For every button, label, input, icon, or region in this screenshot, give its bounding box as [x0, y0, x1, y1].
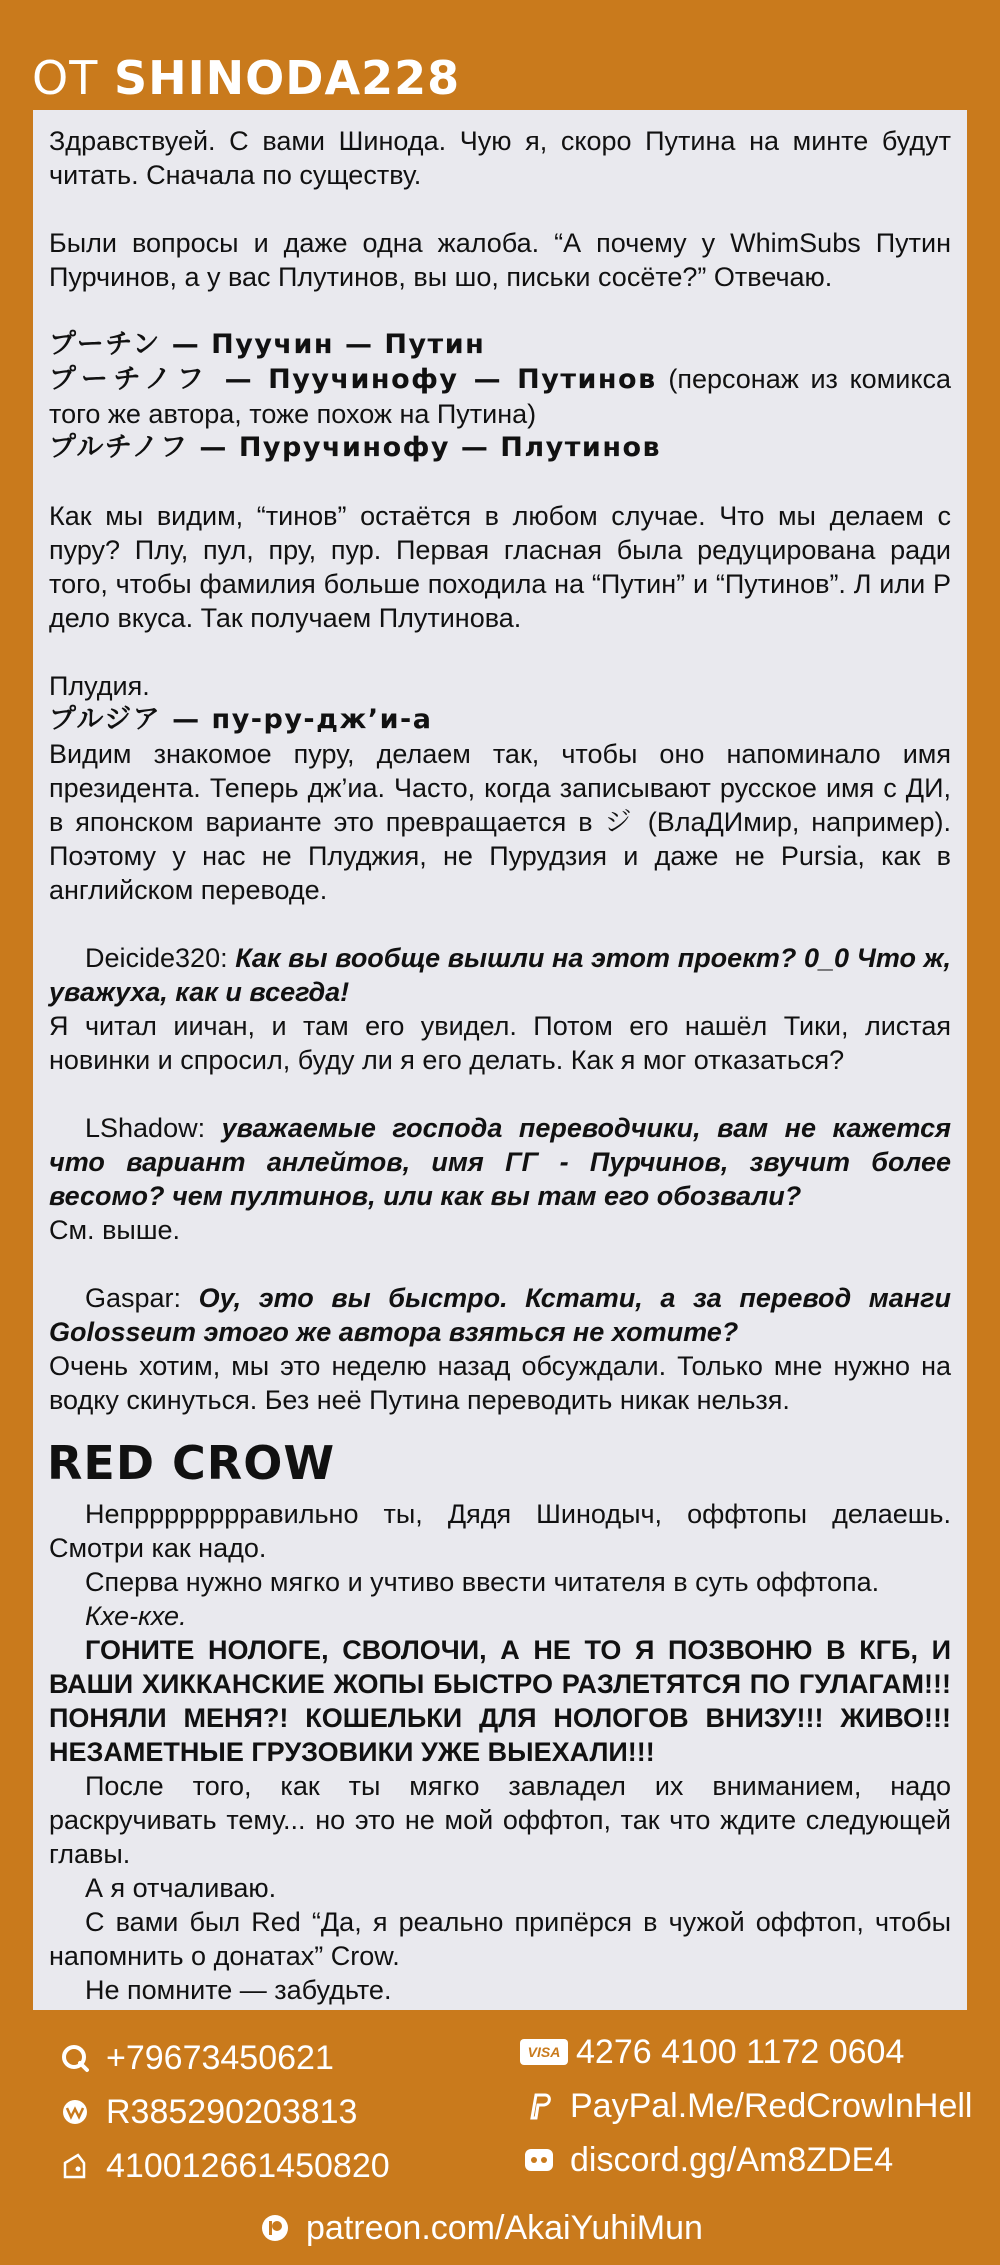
answer-2: См. выше. [49, 1215, 180, 1245]
qiwi-icon [58, 2041, 92, 2075]
webmoney-icon [58, 2095, 92, 2129]
answer-3: Очень хотим, мы это неделю назад обсуждали. Только мне нужно на водку скинуться. Без неё Путина переводить никак нельзя. [49, 1351, 951, 1415]
redcrow-paragraph-3: Кхе-кхе. [85, 1601, 187, 1631]
yandex-money-wallet: 410012661450820 [106, 2147, 390, 2185]
red-crow-heading: RED CROW [47, 1436, 336, 1490]
redcrow-paragraph-2: Сперва нужно мягко и учтиво ввести читателя в суть оффтопа. [85, 1567, 880, 1597]
paypal-url: PayPal.Me/RedCrowInHell [570, 2087, 973, 2125]
question-2-user: LShadow: [85, 1113, 206, 1143]
patreon-icon [258, 2211, 292, 2245]
header-author-name: SHINODA228 [113, 51, 461, 105]
qiwi-number: +79673450621 [106, 2039, 334, 2077]
paypal-icon [522, 2089, 556, 2123]
redcrow-paragraph-4: ГОНИТЕ НОЛОГЕ, СВОЛОЧИ, А НЕ ТО Я ПОЗВОНЮ В КГБ, И ВАШИ ХИККАНСКИЕ ЖОПЫ БЫСТРО РАЗЛЕТЯТСЯ ПО ГУЛАГАМ!!! ПОНЯЛИ МЕНЯ?! КОШЕЛЬКИ ДЛЯ НОЛОГОВ ВНИЗУ!!! ЖИВО!!! НЕЗАМЕТНЫЕ ГРУЗОВИКИ УЖЕ ВЫЕХАЛИ!!! [49, 1635, 951, 1767]
visa-icon: VISA [520, 2039, 568, 2065]
content-panel [33, 110, 967, 2010]
paypal-link[interactable] [522, 2086, 973, 2126]
patreon-url: patreon.com/AkaiYuhiMun [306, 2209, 703, 2247]
webmoney-wallet: R385290203813 [106, 2093, 358, 2131]
question-1-user: Deicide320: [85, 943, 228, 973]
question-paragraph: Были вопросы и даже одна жалоба. “А почему у WhimSubs Путин Пурчинов, а у вас Плутинов, вы шо, письки сосёте?” Отвечаю. [49, 228, 951, 292]
translit-line-2: プーチノフ — Пуучинофу — Путинов [49, 364, 657, 395]
header-prefix: ОТ [32, 51, 99, 105]
discord-invite: discord.gg/Am8ZDE4 [570, 2141, 894, 2179]
question-2-text: уважаемые господа переводчики, вам не кажется что вариант анлейтов, имя ГГ - Пурчинов, звучит более весомо? чем пултинов, или как вы там его обозвали? [49, 1113, 951, 1211]
intro-paragraph: Здравствуей. С вами Шинода. Чую я, скоро Путина на минте будут читать. Сначала по существу. [49, 126, 951, 190]
webmoney-link[interactable] [58, 2092, 357, 2132]
question-3-text: Оу, это вы быстро. Кстати, а за перевод манги Golosseum этого же автора взяться не хотите? [49, 1283, 951, 1347]
redcrow-paragraph-6: А я отчаливаю. [85, 1873, 277, 1903]
redcrow-paragraph-1: Непрррррррравильно ты, Дядя Шинодыч, оффтопы делаешь. Смотри как надо. [49, 1499, 951, 1563]
question-1 [49, 941, 951, 1009]
question-1-text: Как вы вообще вышли на этот проект? 0_0 Что ж, уважуха, как и всегда! [49, 943, 951, 1007]
donation-footer [0, 2010, 1000, 2265]
redcrow-paragraph-5: После того, как ты мягко завладел их вниманием, надо раскручивать тему... но это не мой оффтоп, так что ждите следующей главы. [49, 1771, 951, 1869]
visa-card-number: 4276 4100 1172 0604 [576, 2033, 905, 2071]
question-3-user: Gaspar: [85, 1283, 182, 1313]
patreon-link[interactable] [258, 2208, 703, 2248]
translit-line-2-row [49, 362, 951, 431]
explain2-paragraph: Видим знакомое пуру, делаем так, чтобы оно напоминало имя президента. Теперь дж’иа. Часто, когда записывают русское имя с ДИ, в японском варианте это превращается в ジ (ВлаДИмир, например). Поэтому у нас не Плуджия, не Пурудзия и даже не Pursia, как в английском переводе. [49, 739, 951, 905]
discord-link[interactable] [522, 2140, 893, 2180]
page-header [32, 48, 460, 108]
question-2 [49, 1111, 951, 1213]
translit-line-3: プルチノフ — Пуручинофу — Плутинов [49, 432, 662, 463]
discord-icon [522, 2143, 556, 2177]
yandex-money-icon [58, 2149, 92, 2183]
explain-paragraph: Как мы видим, “тинов” остаётся в любом случае. Что мы делаем с пуру? Плу, пул, пру, пур. Первая гласная была редуцирована ради того, чтобы фамилия больше походила на “Путин” и “Путинов”. Л или Р дело вкуса. Так получаем Плутинова. [49, 501, 951, 633]
translit-line-2-note: (персонаж из комикса того же автора, тоже похож на Путина) [49, 364, 951, 429]
translit-line-1: プーチン — Пуучин — Путин [49, 329, 486, 360]
question-3 [49, 1281, 951, 1349]
redcrow-paragraph-7: С вами был Red “Да, я реально припёрся в чужой оффтоп, чтобы напомнить о донатах” Crow. [49, 1907, 951, 1971]
visa-card-link[interactable] [520, 2032, 904, 2072]
yandex-money-link[interactable] [58, 2146, 390, 2186]
pludia-label: Плудия. [49, 671, 150, 701]
qiwi-link[interactable] [58, 2038, 334, 2078]
translit-line-4: プルジア — пу-ру-дж’и-а [49, 704, 433, 735]
answer-1: Я читал иичан, и там его увидел. Потом его нашёл Тики, листая новинки и спросил, буду ли я его делать. Как я мог отказаться? [49, 1011, 951, 1075]
redcrow-paragraph-8: Не помните — забудьте. [85, 1975, 392, 2005]
